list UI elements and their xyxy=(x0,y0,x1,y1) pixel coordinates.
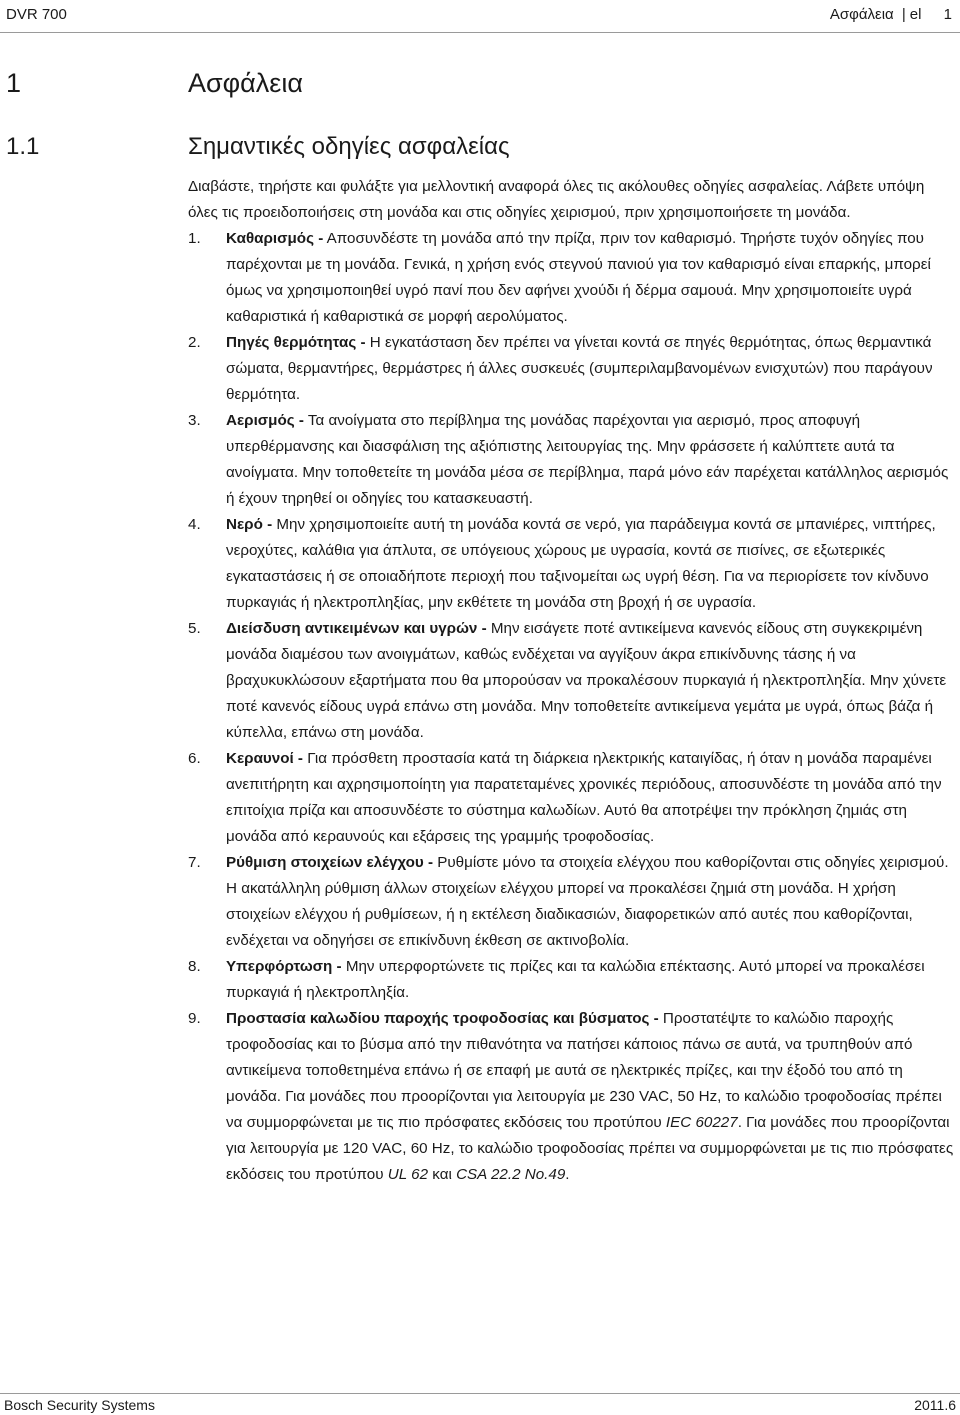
list-item-title: Πηγές θερμότητας - xyxy=(226,334,366,351)
footer-company: Bosch Security Systems xyxy=(4,1397,155,1413)
list-item-number: 6. xyxy=(188,750,201,767)
list-item-title: Αερισμός - xyxy=(226,412,304,429)
list-item-text: . xyxy=(565,1166,570,1183)
list-item-number: 5. xyxy=(188,620,201,637)
list-item xyxy=(188,616,958,746)
list-item-title: Καθαρισμός - xyxy=(226,230,324,247)
list-item-number: 3. xyxy=(188,412,201,429)
list-item-text: Η εγκατάσταση δεν πρέπει να γίνεται κοντά σε πηγές θερμότητας, όπως θερμαντικά σώματα, θερμαντήρες, θερμάστρες ή άλλες συσκευές (συμπεριλαμβανομένων ενισχυτών) που παράγουν θερμότητα. xyxy=(226,334,933,403)
list-item-number: 9. xyxy=(188,1010,201,1027)
list-item-number: 1. xyxy=(188,230,201,247)
list-item-text: Μην εισάγετε ποτέ αντικείμενα κανενός είδους στη συγκεκριμένη μονάδα διαμέσου των ανοιγμάτων, καθώς ενδέχεται να αγγίξουν άκρα επικίνδυνης τάσης ή να βραχυκυκλώσουν εξαρτήματα που θα μπορούσαν να προκαλέσουν πυρκαγιά ή ηλεκτροπληξία. Μην χύνετε ποτέ κανενός είδους υγρά επάνω στη μονάδα. Μην τοποθετείτε αντικείμενα γεμάτα με υγρά, όπως βάζα ή κύπελλα, επάνω στη μονάδα. xyxy=(226,620,947,741)
chapter-title: Ασφάλεια xyxy=(188,68,303,98)
list-item-title: Υπερφόρτωση - xyxy=(226,958,342,975)
list-item-text: και xyxy=(428,1166,457,1183)
header-lang: el xyxy=(909,6,922,23)
list-item-number: 4. xyxy=(188,516,201,533)
section-title: Σημαντικές οδηγίες ασφαλείας xyxy=(188,133,510,160)
list-item xyxy=(188,746,958,850)
page-header xyxy=(0,0,960,33)
header-section: Ασφάλεια xyxy=(829,6,894,23)
list-item-text: Τα ανοίγματα στο περίβλημα της μονάδας παρέχονται για αερισμό, προς αποφυγή υπερθέρμανσης και διασφάλιση της αξιόπιστης λειτουργίας της. Μην φράσσετε ή καλύπτετε αυτά τα ανοίγματα. Μην τοποθετείτε τη μονάδα μέσα σε περίβλημα, παρά μόνο εάν παρέχεται κατάλληλος αερισμός ή έχουν τηρηθεί οι οδηγίες του κατασκευαστή. xyxy=(226,412,949,507)
list-item xyxy=(188,512,958,616)
header-product: DVR 700 xyxy=(6,6,67,23)
intro-paragraph: Διαβάστε, τηρήστε και φυλάξτε για μελλοντική αναφορά όλες τις ακόλουθες οδηγίες ασφαλείας. Λάβετε υπόψη όλες τις προειδοποιήσεις στη μονάδα και στις οδηγίες χειρισμού, πριν χρησιμοποιήσετε τη μονάδα. xyxy=(188,178,925,221)
header-page-number: 1 xyxy=(943,6,952,23)
standard-reference: UL 62 xyxy=(387,1166,429,1183)
list-item-text: Για πρόσθετη προστασία κατά τη διάρκεια ηλεκτρικής καταιγίδας, ή όταν η μονάδα παραμένει ανεπιτήρητη και αχρησιμοποίητη για παρατεταμένες χρονικές περιόδους, αποσυνδέστε τη μονάδα από την επιτοίχια πρίζα και αποσυνδέστε το σύστημα καλωδίων. Αυτό θα αποτρέψει την πρόκληση ζημιάς στη μονάδα από κεραυνούς και εξάρσεις της γραμμής τροφοδοσίας. xyxy=(226,750,942,845)
safety-instructions-list xyxy=(188,226,958,1188)
list-item-text: Αποσυνδέστε τη μονάδα από την πρίζα, πριν τον καθαρισμό. Τηρήστε τυχόν οδηγίες που παρέχονται με τη μονάδα. Γενικά, η χρήση ενός στεγνού πανιού για τον καθαρισμό είναι επαρκής, μπορεί όμως να χρησιμοποιηθεί υγρό πανί που δεν αφήνει χνούδι ή δέρμα σαμουά. Μην χρησιμοποιείτε υγρά καθαριστικά ή καθαριστικά σε μορφή αερολύματος. xyxy=(226,230,931,325)
list-item-title: Νερό - xyxy=(226,516,273,533)
list-item-text: Μην χρησιμοποιείτε αυτή τη μονάδα κοντά σε νερό, για παράδειγμα κοντά σε μπανιέρες, νιπτήρες, νεροχύτες, καλάθια για άπλυτα, σε υπόγειους χώρους με υγρασία, κοντά σε πισίνες, σε εξωτερικές εγκαταστάσεις ή σε οποιαδήποτε περιοχή που ταξινομείται ως υγρή θέση. Για να περιορίσετε τον κίνδυνο πυρκαγιάς ή ηλεκτροπληξίας, μην εκθέτετε τη μονάδα στη βροχή ή σε υγρασία. xyxy=(226,516,936,611)
list-item xyxy=(188,408,958,512)
list-item-number: 2. xyxy=(188,334,201,351)
standard-reference: CSA 22.2 No.49 xyxy=(456,1166,566,1183)
list-item-number: 7. xyxy=(188,854,201,871)
page-footer xyxy=(0,1393,960,1415)
footer-version: 2011.6 xyxy=(914,1397,956,1413)
list-item-title: Διείσδυση αντικειμένων και υγρών - xyxy=(226,620,487,637)
list-item-title: Κεραυνοί - xyxy=(226,750,303,767)
list-item-title: Προστασία καλωδίου παροχής τροφοδοσίας και βύσματος - xyxy=(226,1010,659,1027)
header-separator: | xyxy=(901,6,906,23)
list-item-title: Ρύθμιση στοιχείων ελέγχου - xyxy=(226,854,434,871)
main-content xyxy=(188,174,958,1188)
standard-reference: IEC 60227 xyxy=(665,1114,738,1131)
chapter-number: 1 xyxy=(6,68,22,98)
list-item-number: 8. xyxy=(188,958,201,975)
list-item xyxy=(188,954,958,1006)
list-item xyxy=(188,330,958,408)
list-item-text: . Για μονάδες που προορίζονται για λειτουργία με 120 VAC, 60 Hz, το καλώδιο τροφοδοσίας πρέπει να συμμορφώνεται με τις πιο πρόσφατες εκδόσεις του προτύπου xyxy=(226,1114,954,1183)
list-item-text: Προστατέψτε το καλώδιο παροχής τροφοδοσίας και το βύσμα από την πιθανότητα να πατήσει κάποιος πάνω σε αυτά, να τρυπηθούν από αντικείμενα τοποθετημένα επάνω ή σε επαφή με αυτά σε ηλεκτρικές πρίζες, και την έξοδό του από τη μονάδα. Για μονάδες που προορίζονται για λειτουργία με 230 VAC, 50 Hz, το καλώδιο τροφοδοσίας πρέπει να συμμορφώνεται με τις πιο πρόσφατες εκδόσεις του προτύπου xyxy=(226,1010,942,1131)
section-number: 1.1 xyxy=(6,133,40,160)
header-right xyxy=(830,6,952,23)
list-item-text: Μην υπερφορτώνετε τις πρίζες και τα καλώδια επέκτασης. Αυτό μπορεί να προκαλέσει πυρκαγιά ή ηλεκτροπληξία. xyxy=(226,958,925,1001)
list-item xyxy=(188,226,958,330)
list-item xyxy=(188,850,958,954)
list-item xyxy=(188,1006,958,1188)
list-item-text: Ρυθμίστε μόνο τα στοιχεία ελέγχου που καθορίζονται στις οδηγίες χειρισμού. Η ακατάλληλη ρύθμιση άλλων στοιχείων ελέγχου μπορεί να προκαλέσει ζημιά στη μονάδα. Η χρήση στοιχείων ελέγχου ή ρυθμίσεων, ή η εκτέλεση διαδικασιών, διαφορετικών από αυτές που καθορίζονται, ενδέχεται να οδηγήσει σε επικίνδυνη έκθεση σε ακτινοβολία. xyxy=(226,854,949,949)
